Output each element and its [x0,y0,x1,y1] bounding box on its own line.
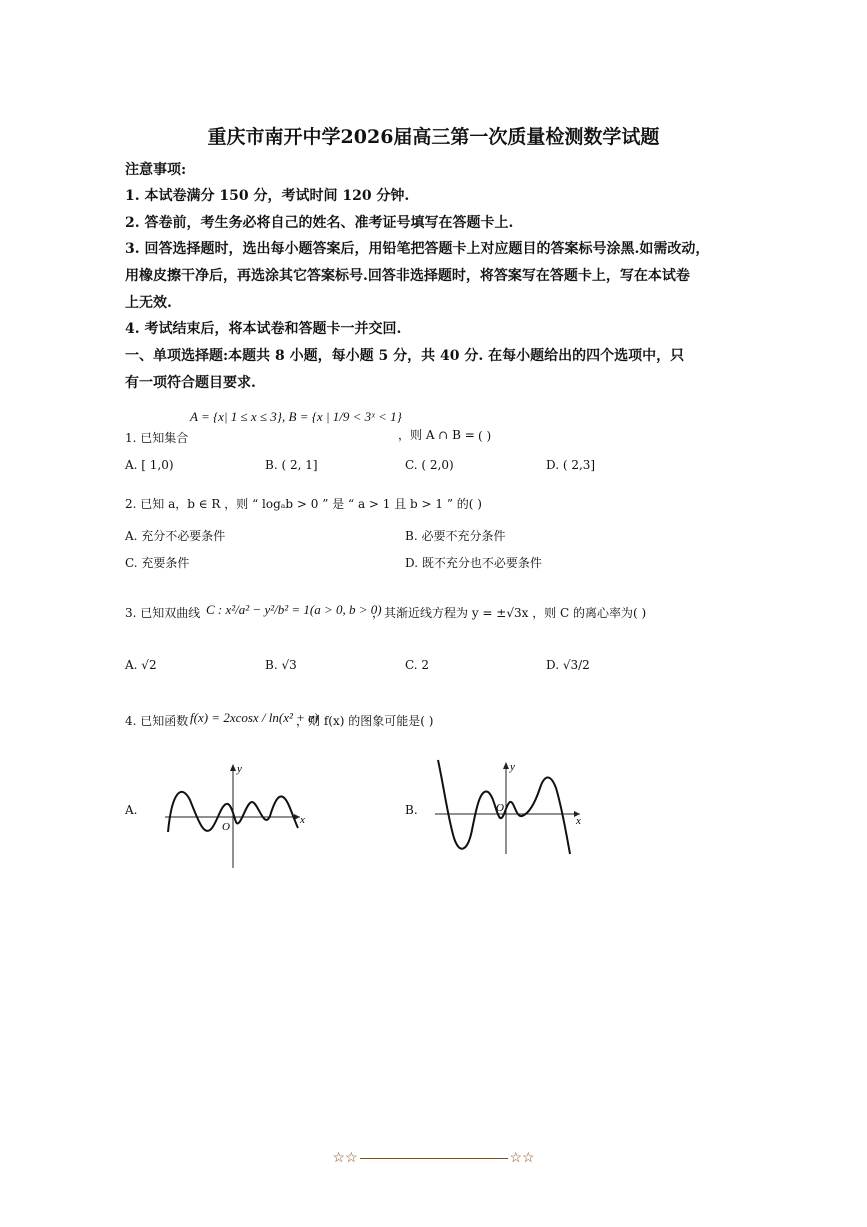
section-heading-cont: 有一项符合题目要求. [125,375,256,391]
q3-option-a[interactable]: A. √2 [125,658,157,672]
q3-option-c[interactable]: C. 2 [405,658,430,672]
q2-option-b[interactable]: B. 必要不充分条件 [405,529,506,543]
q4-graph-b[interactable] [430,758,585,858]
q1-option-a[interactable]: A. [ 1,0) [125,458,174,472]
q3-stem: 3. 已知双曲线 [125,606,201,620]
x-axis-label: x [300,814,305,826]
y-arrow-icon [230,764,236,771]
notice-item-3: 3. 回答选择题时，选出每小题答案后，用铅笔把答题卡上对应题目的答案标号涂黑.如需改动， [125,241,710,257]
star-icon-right: ☆☆ [509,1150,535,1166]
origin-label: O [496,802,504,814]
q3-stem-cont: ，其渐近线方程为 y = ±√3x ，则 C 的离心率为( ) [372,606,647,620]
q3-option-b[interactable]: B. √3 [265,658,297,672]
q2-option-a[interactable]: A. 充分不必要条件 [125,529,226,543]
q4-stem-cont: ，则 f(x) 的图象可能是( ) [296,714,434,728]
q2-option-d[interactable]: D. 既不充分也不必要条件 [405,556,542,570]
q1-answer-paren: ( ) [478,429,492,443]
section-heading: 一、单项选择题:本题共 8 小题，每小题 5 分，共 40 分. 在每小题给出的四个选项中，只 [125,348,685,364]
q4-formula: f(x) = 2xcosx / ln(x² + e) [190,710,319,725]
q1-then: ，则 A ∩ B = [398,428,475,442]
y-axis-label: y [510,761,515,773]
q4-option-a-label[interactable]: A. [125,803,138,817]
q4-option-b-label[interactable]: B. [405,803,418,817]
notice-item-1: 1. 本试卷满分 150 分，考试时间 120 分钟. [125,188,410,204]
q2-option-c[interactable]: C. 充要条件 [125,556,190,570]
q1-option-c[interactable]: C. ( 2,0) [405,458,454,472]
curve-b [438,760,570,854]
q1-option-b[interactable]: B. ( 2, 1] [265,458,318,472]
star-icon-left: ☆☆ [332,1150,358,1166]
notice-item-3-end: 上无效. [125,295,172,311]
footer-divider [360,1158,508,1159]
q3-option-d[interactable]: D. √3/2 [546,658,590,672]
q1-stem: 1. 已知集合 [125,431,189,445]
notice-item-4: 4. 考试结束后，将本试卷和答题卡一并交回. [125,321,402,337]
origin-label: O [222,821,230,833]
x-axis-label: x [576,815,581,827]
q2-stem: 2. 已知 a，b ∈ R ，则 “ logₐb > 0 ” 是 “ a > 1 且 b > 1 ” 的( ) [125,497,482,511]
q4-stem: 4. 已知函数 [125,714,189,728]
notice-heading: 注意事项: [125,162,187,178]
notice-item-2: 2. 答卷前，考生务必将自己的姓名、准考证号填写在答题卡上. [125,215,514,231]
page-title: 重庆市南开中学2026届高三第一次质量检测数学试题 [207,126,660,148]
q3-formula: C : x²/a² − y²/b² = 1(a > 0, b > 0) [206,602,382,617]
y-axis-label: y [237,763,242,775]
q1-option-d[interactable]: D. ( 2,3] [546,458,596,472]
y-arrow-icon [503,762,509,769]
q4-graph-a[interactable] [160,760,310,872]
page-footer [0,1150,867,1166]
q1-set-formula: A = {x| 1 ≤ x ≤ 3}, B = {x | 1/9 < 3ˣ < 1} [190,409,402,424]
notice-item-3-cont: 用橡皮擦干净后，再选涂其它答案标号.回答非选择题时，将答案写在答题卡上，写在本试卷 [125,268,690,284]
